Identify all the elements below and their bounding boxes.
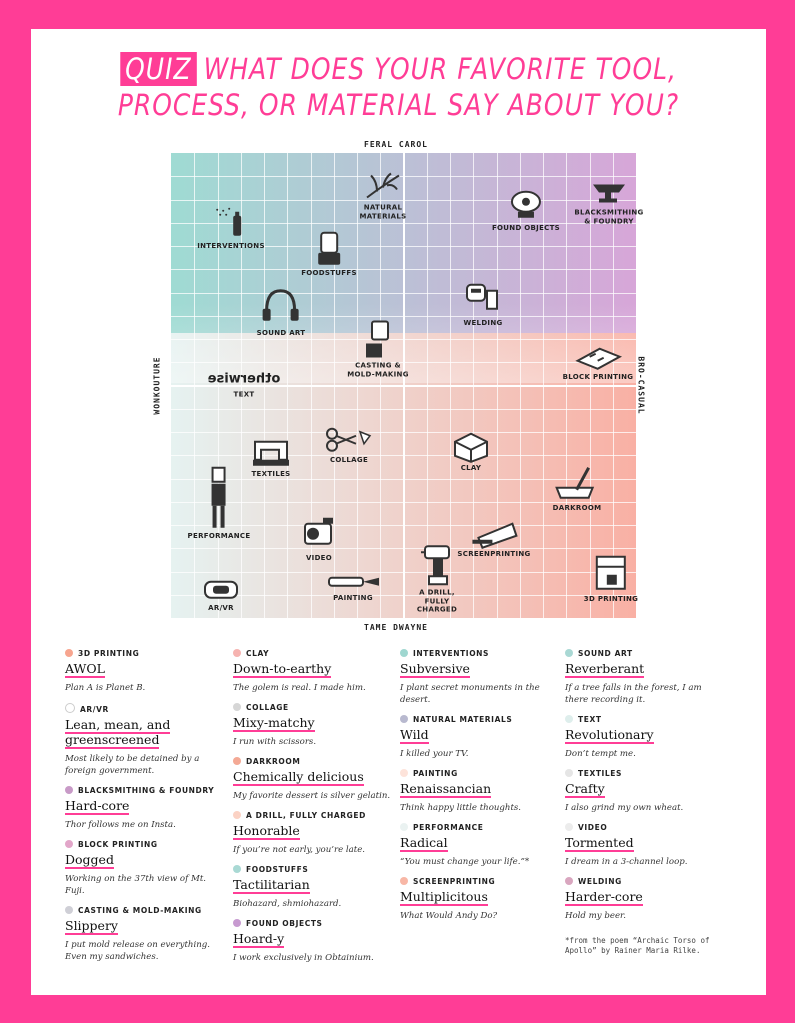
map-item-natural-materials	[358, 170, 408, 221]
legend-result-word	[233, 769, 393, 784]
legend-description: Biohazard, shmiohazard.	[233, 899, 342, 909]
legend-dot	[565, 649, 573, 657]
legend-tag-text: VIDEO	[578, 823, 608, 832]
axis-bottom-label: TAME DWAYNE	[364, 623, 428, 632]
legend-tag-text: A DRILL, FULLY CHARGED	[246, 811, 366, 820]
legend-description: I plant secret monuments in the desert.	[400, 683, 540, 705]
legend-tag	[565, 877, 725, 887]
map-label-video: VIDEO	[305, 553, 333, 562]
sewing-machine-icon	[249, 432, 293, 470]
legend-result-text: Reverberant	[565, 661, 645, 676]
legend-tag	[233, 811, 393, 821]
vr-headset-icon	[199, 578, 243, 604]
legend-tag-text: CLAY	[246, 649, 270, 658]
legend-result-word	[233, 823, 393, 838]
legend-result-word	[65, 918, 225, 933]
legend-dot	[65, 786, 73, 794]
legend-dot	[65, 840, 73, 848]
legend-result-text: Crafty	[565, 781, 605, 796]
legend-tag-text: BLACKSMITHING & FOUNDRY	[78, 786, 215, 795]
legend-description: If a tree falls in the forest, I am there recording it.	[565, 683, 702, 705]
legend-tag	[65, 840, 225, 850]
legend-description: I run with scissors.	[233, 737, 317, 747]
legend-description: Plan A is Planet B.	[65, 683, 146, 693]
legend-result-word	[65, 661, 225, 676]
legend-tag-text: 3D PRINTING	[78, 649, 140, 658]
legend-dot	[400, 769, 408, 777]
legend-entry	[565, 877, 725, 922]
map-label-3d-printing: 3D PRINTING	[583, 594, 639, 603]
clay-block-icon	[449, 430, 493, 464]
legend-entry	[65, 703, 225, 777]
legend-result-word	[233, 877, 393, 892]
welding-gear-icon	[461, 279, 505, 319]
legend-description: Think happy little thoughts.	[400, 803, 522, 813]
anvil-icon	[587, 177, 631, 209]
map-label-clay: CLAY	[460, 463, 482, 472]
map-label-interventions: INTERVENTIONS	[197, 241, 265, 250]
legend-result-text: Lean, mean, and greenscreened	[65, 717, 171, 747]
map-item-found-objects	[492, 184, 560, 233]
legend-dot	[565, 769, 573, 777]
map-label-block-printing: BLOCK PRINTING	[562, 372, 634, 381]
map-label-painting: PAINTING	[333, 593, 373, 602]
map-item-video	[297, 514, 341, 563]
title-line-2: PROCESS, OR MATERIAL SAY ABOUT YOU?	[117, 88, 680, 122]
legend-dot	[233, 757, 241, 765]
legend-description: Don’t tempt me.	[565, 749, 636, 759]
map-item-clay	[449, 430, 493, 473]
carving-block-icon	[572, 341, 624, 373]
quiz-page	[31, 29, 766, 995]
legend-result-word	[233, 931, 393, 946]
legend-result-text: Slippery	[65, 918, 118, 933]
legend-tag-text: INTERVENTIONS	[413, 649, 490, 658]
map-item-welding	[461, 279, 505, 328]
legend-dot	[233, 811, 241, 819]
legend-description: “You must change your life.”*	[400, 857, 530, 867]
axis-right-label: BRO-CASUAL	[636, 356, 646, 415]
legend-tag-text: BLOCK PRINTING	[78, 840, 158, 849]
legend-dot	[400, 649, 408, 657]
legend-tag	[400, 649, 560, 659]
legend-result-text: Chemically delicious	[233, 769, 364, 784]
headphones-icon	[259, 285, 303, 329]
legend-tag	[65, 703, 225, 715]
legend-entry	[400, 769, 560, 814]
legend-result-word	[233, 715, 393, 730]
legend-dot	[233, 649, 241, 657]
legend-description: Most likely to be detained by a foreign government.	[65, 754, 200, 776]
legend-description: The golem is real. I made him.	[233, 683, 366, 693]
legend-dot	[65, 703, 75, 713]
squeegee-icon	[466, 518, 522, 550]
legend-tag	[400, 715, 560, 725]
map-item-painting	[323, 570, 383, 603]
legend-description: I work exclusively in Obtainium.	[233, 953, 374, 963]
legend-tag-text: NATURAL MATERIALS	[413, 715, 513, 724]
legend-tag	[565, 823, 725, 833]
pour-bucket-icon	[360, 318, 396, 362]
legend-result-text: Wild	[400, 727, 429, 742]
legend-tag	[565, 649, 725, 659]
legend-entry	[233, 703, 393, 748]
map-item-performance	[188, 466, 251, 541]
legend-description: Hold my beer.	[565, 911, 626, 921]
map-item-blacksmithing	[574, 177, 644, 226]
legend-tag-text: TEXT	[578, 715, 602, 724]
legend-description: I put mold release on everything. Even my sandwiches.	[65, 940, 210, 962]
legend-result-word	[400, 889, 560, 904]
legend-dot	[65, 906, 73, 914]
legend-result-text: Subversive	[400, 661, 470, 676]
legend-tag	[565, 715, 725, 725]
legend-tag-text: PERFORMANCE	[413, 823, 484, 832]
mirrored-text-glyph: otherwise	[207, 371, 281, 387]
legend-description: I dream in a 3-channel loop.	[565, 857, 688, 867]
legend-result-text: Multiplicitous	[400, 889, 488, 904]
map-item-ar-vr	[199, 578, 243, 613]
legend-tag	[233, 919, 393, 929]
legend-tag	[400, 877, 560, 887]
legend-result-word	[65, 798, 225, 813]
legend-dot	[400, 877, 408, 885]
legend-tag-text: PAINTING	[413, 769, 458, 778]
quiz-badge: QUIZ	[120, 52, 197, 86]
legend-dot	[565, 877, 573, 885]
map-item-text	[208, 371, 281, 399]
map-label-found-objects: FOUND OBJECTS	[491, 223, 561, 232]
legend-tag-text: TEXTILES	[578, 769, 623, 778]
map-label-natural-materials: NATURAL MATERIALS	[359, 203, 407, 220]
legend-column-1	[65, 649, 225, 972]
legend-result-text: Tactilitarian	[233, 877, 310, 892]
legend-result-word	[565, 781, 725, 796]
map-label-welding: WELDING	[463, 318, 503, 327]
map-label-performance: PERFORMANCE	[187, 531, 251, 540]
legend-description: Working on the 37th view of Mt. Fuji.	[65, 874, 207, 896]
legend-column-3	[400, 649, 560, 931]
legend-result-word	[400, 727, 560, 742]
page-title	[82, 51, 714, 123]
legend-result-word	[565, 727, 725, 742]
legend-result-text: Hoard-y	[233, 931, 285, 946]
legend-dot	[400, 823, 408, 831]
legend-result-word	[565, 889, 725, 904]
legend-result-text: Down-to-earthy	[233, 661, 332, 676]
video-camera-icon	[297, 514, 341, 554]
legend-entry	[65, 840, 225, 897]
legend-description: What Would Andy Do?	[400, 911, 498, 921]
legend-entry	[565, 823, 725, 868]
developing-tray-icon	[553, 464, 601, 504]
legend-dot	[233, 919, 241, 927]
legend-description: If you’re not early, you’re late.	[233, 845, 366, 855]
map-item-casting	[347, 318, 409, 379]
legend-tag	[233, 649, 393, 659]
legend-dot	[233, 865, 241, 873]
legend-result-word	[400, 781, 560, 796]
map-label-blacksmithing: BLACKSMITHING & FOUNDRY	[574, 208, 644, 225]
legend-tag-text: FOODSTUFFS	[246, 865, 309, 874]
legend-tag	[565, 769, 725, 779]
legend-result-text: Revolutionary	[565, 727, 654, 742]
legend-dot	[400, 715, 408, 723]
map-label-ar-vr: AR/VR	[208, 603, 234, 612]
axis-top-label: FERAL CAROL	[364, 140, 428, 149]
legend-tag-text: COLLAGE	[246, 703, 289, 712]
legend-description: Thor follows me on Insta.	[65, 820, 176, 830]
map-label-sound-art: SOUND ART	[256, 328, 306, 337]
legend-entry	[233, 919, 393, 964]
legend-result-word	[65, 852, 225, 867]
legend-dot	[65, 649, 73, 657]
legend-tag	[65, 786, 225, 796]
legend-description: My favorite dessert is silver gelatin.	[233, 791, 391, 801]
legend-tag	[400, 823, 560, 833]
legend-result-word	[65, 717, 225, 747]
map-label-drill: A DRILL, FULLY CHARGED	[416, 588, 458, 614]
map-item-foodstuffs	[301, 229, 357, 278]
legend-result-text: AWOL	[65, 661, 105, 676]
map-item-block-printing	[563, 341, 634, 382]
legend-tag-text: DARKROOM	[246, 757, 301, 766]
map-label-casting: CASTING & MOLD-MAKING	[347, 361, 409, 378]
power-drill-icon	[417, 542, 457, 588]
title-line-1: WHAT DOES YOUR FAVORITE TOOL,	[203, 52, 678, 86]
object-pile-icon	[502, 184, 550, 224]
legend-column-4	[565, 649, 725, 956]
legend-result-text: Honorable	[233, 823, 300, 838]
scissors-icon	[322, 424, 376, 456]
legend-entry	[400, 877, 560, 922]
legend-entry	[400, 715, 560, 760]
legend-tag-text: SCREENPRINTING	[413, 877, 496, 886]
legend-tag-text: CASTING & MOLD-MAKING	[78, 906, 202, 915]
legend-tag	[233, 865, 393, 875]
legend-result-word	[233, 661, 393, 676]
legend-result-word	[400, 835, 560, 850]
legend-entry	[65, 649, 225, 694]
legend-entry	[400, 823, 560, 868]
legend-dot	[565, 715, 573, 723]
legend-entry	[400, 649, 560, 706]
map-item-interventions	[197, 206, 265, 251]
blender-icon	[311, 229, 347, 269]
legend-tag-text: SOUND ART	[578, 649, 633, 658]
legend-result-word	[565, 661, 725, 676]
legend-result-text: Renaissancian	[400, 781, 492, 796]
legend-result-text: Hard-core	[65, 798, 130, 813]
map-label-darkroom: DARKROOM	[552, 503, 602, 512]
legend-column-2	[233, 649, 393, 973]
legend-entry	[565, 715, 725, 760]
legend-tag-text: AR/VR	[80, 705, 109, 714]
legend-tag-text: FOUND OBJECTS	[246, 919, 323, 928]
spray-can-icon	[211, 206, 251, 242]
footnote: *from the poem “Archaic Torso of Apollo” by Rainer Maria Rilke.	[565, 936, 710, 955]
legend-result-word	[400, 661, 560, 676]
map-item-darkroom	[553, 464, 602, 513]
map-item-drill	[406, 542, 468, 614]
legend-tag	[65, 906, 225, 916]
legend-entry	[233, 757, 393, 802]
legend-tag	[233, 703, 393, 713]
map-label-collage: COLLAGE	[329, 455, 369, 464]
paintbrush-icon	[323, 570, 383, 594]
map-label-screenprinting: SCREENPRINTING	[457, 549, 531, 558]
legend-result-text: Harder-core	[565, 889, 643, 904]
legend-tag	[65, 649, 225, 659]
performer-icon	[204, 466, 234, 532]
legend-entry	[565, 649, 725, 706]
legend-entry	[233, 811, 393, 856]
legend-tag-text: WELDING	[578, 877, 622, 886]
legend-tag	[233, 757, 393, 767]
map-item-sound-art	[257, 285, 306, 338]
legend-entry	[233, 865, 393, 910]
legend-entry	[65, 786, 225, 831]
legend-dot	[565, 823, 573, 831]
legend-result-text: Mixy-matchy	[233, 715, 315, 730]
3d-printer-icon	[591, 553, 631, 595]
legend-description: I also grind my own wheat.	[565, 803, 684, 813]
legend-result-text: Radical	[400, 835, 448, 850]
map-item-textiles	[249, 432, 293, 479]
legend-result-text: Tormented	[565, 835, 634, 850]
legend-dot	[233, 703, 241, 711]
axis-left-label: WONKOUTURE	[152, 356, 162, 415]
legend-result-text: Dogged	[65, 852, 114, 867]
map-item-screenprinting	[457, 518, 530, 559]
branch-icon	[363, 170, 403, 204]
legend-tag	[400, 769, 560, 779]
legend-result-word	[565, 835, 725, 850]
map-item-collage	[322, 424, 376, 465]
map-label-foodstuffs: FOODSTUFFS	[301, 268, 357, 277]
legend-description: I killed your TV.	[400, 749, 469, 759]
map-item-3d-printing	[584, 553, 638, 604]
map-label-textiles: TEXTILES	[251, 469, 291, 478]
map-label-text: TEXT	[233, 390, 255, 399]
legend-entry	[65, 906, 225, 963]
legend-entry	[233, 649, 393, 694]
results-legend	[65, 649, 755, 989]
legend-entry	[565, 769, 725, 814]
